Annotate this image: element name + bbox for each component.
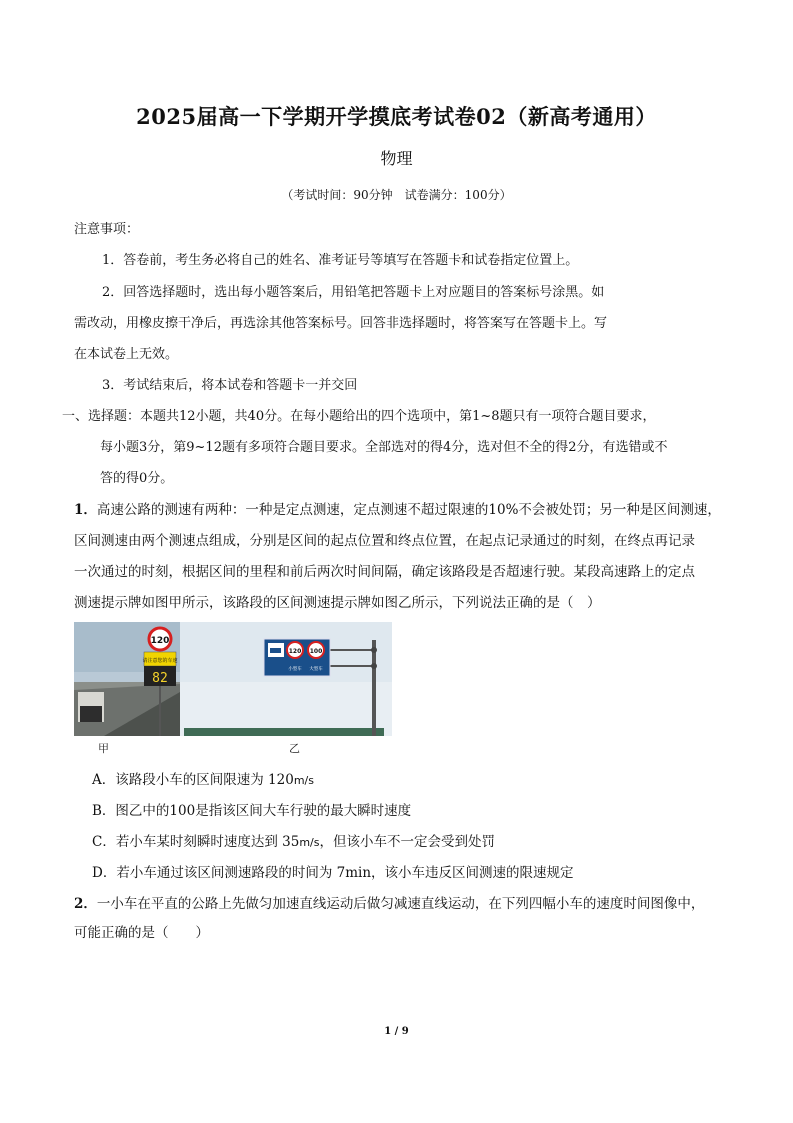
sign-jia-caption: 请注意您的车速: [142, 658, 178, 664]
option-c-unit: m/s: [299, 836, 320, 849]
notice-item-2-line-1: 2．回答选择题时，选出每小题答案后，用铅笔把答题卡上对应题目的答案标号涂黑。如: [102, 285, 605, 300]
option-a-text: A．该路段小车的区间限速为 120: [92, 772, 294, 788]
sign-jia-limit: 120: [150, 636, 170, 646]
photo-yi: [180, 622, 392, 736]
question-1-line-1: [74, 498, 721, 518]
sign-yi-caption-large-car: 大型车: [309, 667, 323, 672]
question-1-option-a: [92, 768, 314, 788]
question-1-line-2: 区间测速由两个测速点组成，分别是区间的起点位置和终点位置，在起点记录通过的时刻，在终点再记录: [74, 533, 695, 549]
notice-item-1: 1．答卷前，考生务必将自己的姓名、准考证号等填写在答题卡和试卷指定位置上。: [102, 253, 579, 268]
option-c-text-2: ，但该小车不一定会受到处罚: [319, 834, 495, 850]
section-instruction-line-1: 一、选择题：本题共12小题，共40分。在每小题给出的四个选项中，第1~8题只有一项符合题目要求，: [62, 409, 656, 424]
question-2-line-1: [74, 892, 704, 912]
notice-item-2-line-3: 在本试卷上无效。: [74, 347, 179, 362]
notice-heading: 注意事项：: [74, 222, 140, 237]
question-2-line-2: 可能正确的是（ ）: [74, 925, 209, 941]
speed-sign-figure: [74, 622, 392, 756]
question-1-option-b: B．图乙中的100是指该区间大车行驶的最大瞬时速度: [92, 803, 412, 819]
notice-item-3: 3．考试结束后，将本试卷和答题卡一并交回: [102, 378, 358, 393]
section-instruction-line-2: 每小题3分，第9~12题有多项符合题目要求。全部选对的得4分，选对但不全的得2分，有选错或不: [100, 440, 668, 455]
question-1-text-1: 高速公路的测速有两种：一种是定点测速，定点测速不超过限速的10%不会被处罚；另一种是区间测速，: [96, 502, 721, 518]
figure-label-jia: 甲: [98, 742, 109, 755]
sign-yi-limit-large-car: 100: [309, 648, 323, 655]
notice-item-2-line-2: 需改动，用橡皮擦干净后，再选涂其他答案标号。回答非选择题时，将答案写在答题卡上。写: [74, 316, 608, 331]
sign-yi-limit-small-car: 120: [288, 648, 302, 655]
question-1-option-d: D．若小车通过该区间测速路段的时间为 7min，该小车违反区间测速的限速规定: [92, 865, 574, 881]
section-instruction-line-3: 答的得0分。: [100, 471, 174, 486]
question-1-line-3: 一次通过的时刻，根据区间的里程和前后两次时间间隔，确定该路段是否超速行驶。某段高速路上的定点: [74, 564, 695, 580]
question-1-number: 1．: [74, 502, 97, 518]
question-2-text-1: 一小车在平直的公路上先做匀加速直线运动后做匀减速直线运动，在下列四幅小车的速度时间图像中，: [96, 896, 705, 912]
question-2-number: 2．: [74, 896, 97, 912]
exam-timing: （考试时间：90分钟 试卷满分：100分）: [281, 188, 512, 202]
sign-jia-speed-display: 82: [152, 671, 168, 686]
sign-yi-caption-small-car: 小型车: [288, 667, 302, 672]
page-number: 1 / 9: [384, 1026, 409, 1037]
subject-heading: 物理: [380, 149, 413, 168]
option-c-text-1: C．若小车某时刻瞬时速度达到 35: [92, 834, 300, 850]
question-1-line-4: 测速提示牌如图甲所示，该路段的区间测速提示牌如图乙所示，下列说法正确的是（ ）: [74, 595, 601, 611]
figure-label-yi: 乙: [289, 742, 300, 755]
option-a-unit: m/s: [293, 774, 314, 787]
exam-title: 2025届高一下学期开学摸底考试卷02（新高考通用）: [136, 104, 657, 129]
question-1-option-c: [92, 830, 495, 850]
